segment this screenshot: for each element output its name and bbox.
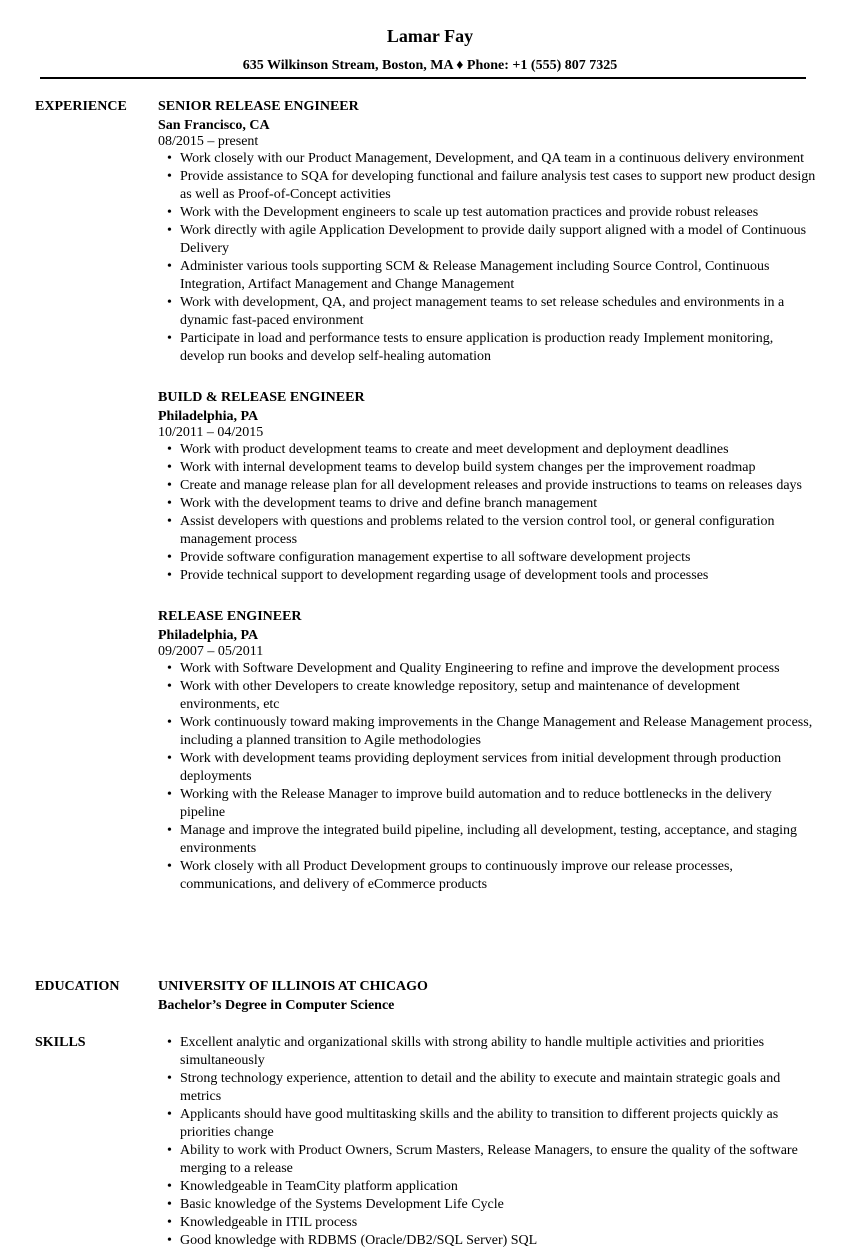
- job-dates: 10/2011 – 04/2015: [158, 425, 264, 440]
- bullet-item: • Work with the development teams to drive and define branch management: [180, 495, 818, 513]
- section-label: EXPERIENCE: [35, 99, 127, 114]
- bullet-item: • Provide software configuration management expertise to all software development projects: [180, 549, 818, 567]
- contact-info: 635 Wilkinson Stream, Boston, MA ♦ Phone: +1 (555) 807 7325: [242, 58, 618, 73]
- degree: Bachelor’s Degree in Computer Science: [158, 998, 395, 1013]
- skill-item: • Knowledgeable in ITIL process: [180, 1214, 818, 1232]
- bullet-item: • Work with development teams providing deployment services from initial development through production deployments: [180, 750, 818, 786]
- section-label: SKILLS: [35, 1035, 86, 1050]
- resume-name: Lamar Fay: [386, 26, 474, 46]
- job-dates: 09/2007 – 05/2011: [158, 644, 264, 659]
- skill-item: • Excellent analytic and organizational skills with strong ability to handle multiple activities and priorities simultaneously: [180, 1034, 818, 1070]
- bullet-item: • Work with Software Development and Quality Engineering to refine and improve the development process: [180, 660, 818, 678]
- bullet-item: • Participate in load and performance tests to ensure application is production ready Implement monitoring, develop run books and develop self-healing automation: [180, 330, 818, 366]
- bullet-item: • Create and manage release plan for all development releases and provide instructions to teams on releases days: [180, 477, 818, 495]
- bullet-item: • Work with other Developers to create knowledge repository, setup and maintenance of development environments, etc: [180, 678, 818, 714]
- bullet-item: • Work with development, QA, and project management teams to set release schedules and environments in a dynamic fast-paced environment: [180, 294, 818, 330]
- bullet-item: • Work with internal development teams to develop build system changes per the improvement roadmap: [180, 459, 818, 477]
- job-location: Philadelphia, PA: [158, 409, 259, 424]
- bullet-item: • Work closely with all Product Development groups to continuously improve our release processes, communications, and delivery of eCommerce products: [180, 858, 818, 894]
- bullet-item: • Work with the Development engineers to scale up test automation practices and provide robust releases: [180, 204, 818, 222]
- bullet-item: • Provide assistance to SQA for developing functional and failure analysis test cases to support new product design as well as Proof-of-Concept activities: [180, 168, 818, 204]
- bullet-item: • Administer various tools supporting SCM & Release Management including Source Control, Continuous Integration, Artifact Management and Change Management: [180, 258, 818, 294]
- school-name: UNIVERSITY OF ILLINOIS AT CHICAGO: [158, 979, 428, 994]
- job-location: Philadelphia, PA: [158, 628, 259, 643]
- job-title: BUILD & RELEASE ENGINEER: [158, 390, 365, 405]
- bullet-item: • Work with product development teams to create and meet development and deployment deadlines: [180, 441, 818, 459]
- skill-item: • Strong technology experience, attention to detail and the ability to execute and maintain strategic goals and metrics: [180, 1070, 818, 1106]
- skill-item: • Applicants should have good multitasking skills and the ability to transition to different projects quickly as priorities change: [180, 1106, 818, 1142]
- job-dates: 08/2015 – present: [158, 134, 259, 149]
- job-entry: [158, 388, 818, 585]
- skill-item: • Knowledgeable in TeamCity platform application: [180, 1178, 818, 1196]
- bullet-item: • Work closely with our Product Management, Development, and QA team in a continuous delivery environment: [180, 150, 818, 168]
- jobs-list: [158, 97, 818, 916]
- job-location: San Francisco, CA: [158, 118, 270, 133]
- job-bullets: [158, 150, 818, 366]
- job-title: SENIOR RELEASE ENGINEER: [158, 99, 359, 114]
- header-divider: [40, 77, 806, 79]
- bullet-item: • Work continuously toward making improvements in the Change Management and Release Management process, including a planned transition to Agile methodologies: [180, 714, 818, 750]
- job-title: RELEASE ENGINEER: [158, 609, 302, 624]
- bullet-item: • Manage and improve the integrated build pipeline, including all development, testing, acceptance, and staging environments: [180, 822, 818, 858]
- skill-item: • Good knowledge with RDBMS (Oracle/DB2/SQL Server) SQL: [180, 1232, 818, 1250]
- job-bullets: [158, 660, 818, 894]
- skill-item: • Basic knowledge of the Systems Development Life Cycle: [180, 1196, 818, 1214]
- bullet-item: • Assist developers with questions and problems related to the version control tool, or general configuration management process: [180, 513, 818, 549]
- skill-item: • Ability to work with Product Owners, Scrum Masters, Release Managers, to ensure the quality of the software merging to a release: [180, 1142, 818, 1178]
- job-entry: [158, 607, 818, 894]
- section-label: EDUCATION: [35, 979, 120, 994]
- bullet-item: • Work directly with agile Application Development to provide daily support aligned with a model of Continuous Delivery: [180, 222, 818, 258]
- skills-list: [158, 1034, 818, 1250]
- job-entry: [158, 97, 818, 366]
- bullet-item: • Provide technical support to development regarding usage of development tools and processes: [180, 567, 818, 585]
- bullet-item: • Working with the Release Manager to improve build automation and to reduce bottlenecks in the delivery pipeline: [180, 786, 818, 822]
- job-bullets: [158, 441, 818, 585]
